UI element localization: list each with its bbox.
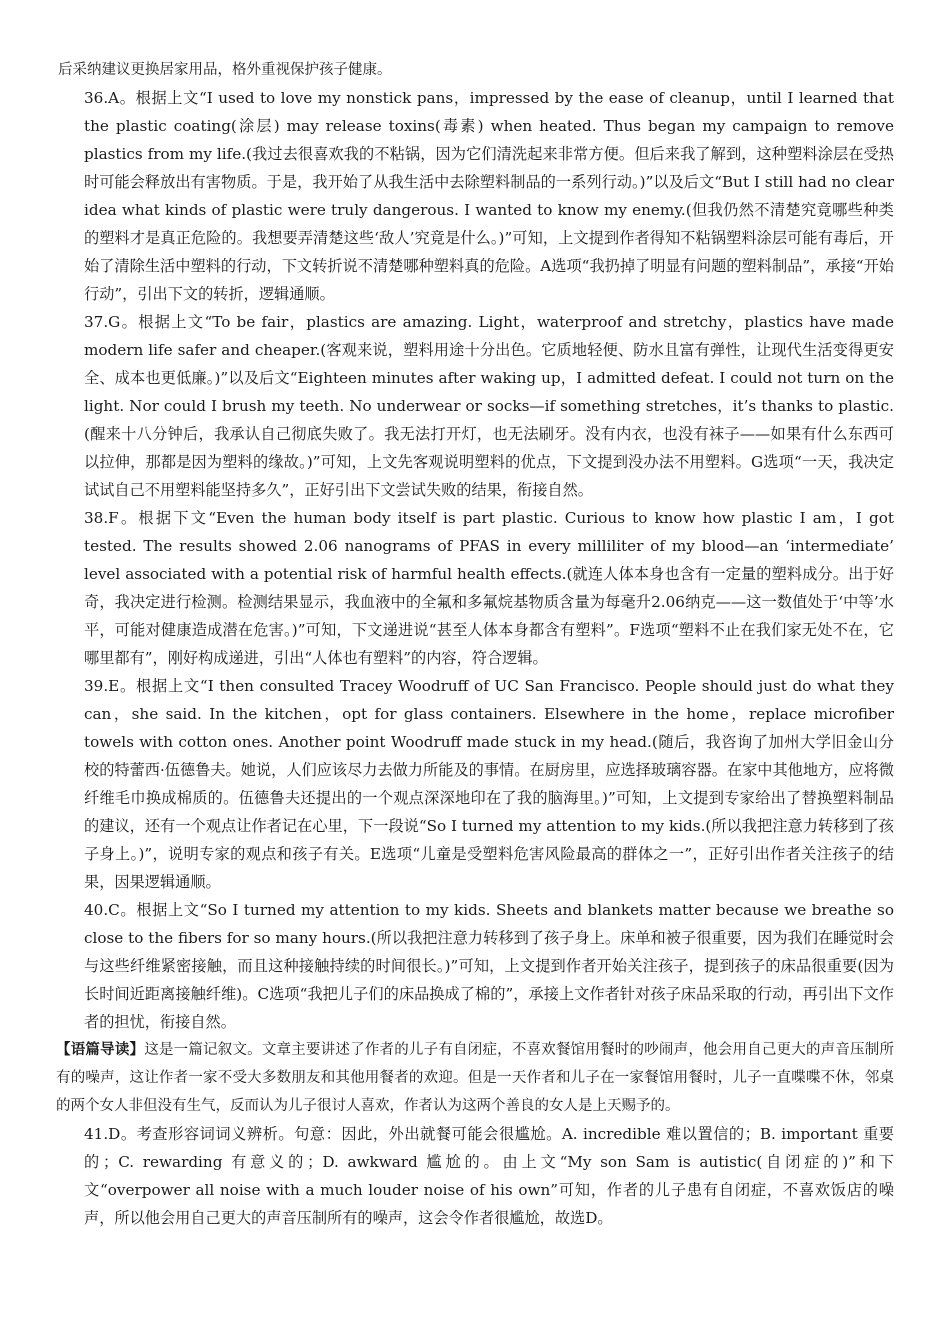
item-number: 36. [84,89,109,107]
intro-label: 【语篇导读】 [56,1042,145,1058]
item-text: 。根据上文“So I turned my attention to my kids. Sheets and blankets matter because we breathe so close to the fibers for so many hours.(所以我把注意力转移到了孩子身上。床单和被子很重要，因为我们在睡觉时会与这些纤维紧密接触，而且这种接触持续的时间很长。)”可知，上文提到作者开始关注孩子，提到孩子的床品很重要(因为长时间近距离接触纤维)。C选项“我把儿子们的床品换成了棉的”，承接上文作者针对孩子床品采取的行动，再引出下文作者的担忧，衔接自然。 [84,901,894,1031]
answer-item-38 [56,504,894,672]
item-number: 41. [84,1125,109,1143]
item-answer: A [108,89,120,107]
item-text: 。根据上文“I used to love my nonstick pans，impressed by the ease of cleanup，until I learned that the plastic coating(涂层) may release toxins(毒素) when heated. Thus began my campaign to remove plastics from my life.(我过去很喜欢我的不粘锅，因为它们清洗起来非常方便。但后来我了解到，这种塑料涂层在受热时可能会释放出有害物质。于是，我开始了从我生活中去除塑料制品的一系列行动。)”以及后文“But I still had no clear idea what kinds of plastic were truly dangerous. I wanted to know my enemy.(但我仍然不清楚究竟哪些种类的塑料才是真正危险的。我想要弄清楚这些‘敌人’究竟是什么。)”可知，上文提到作者得知不粘锅塑料涂层可能有毒后，开始了清除生活中塑料的行动，下文转折说不清楚哪种塑料真的危险。A选项“我扔掉了明显有问题的塑料制品”，承接“开始行动”，引出下文的转折，逻辑通顺。 [84,89,894,303]
answer-item-37 [56,308,894,504]
item-answer: D [108,1125,121,1143]
item-answer: E [108,677,120,695]
answer-item-40 [56,896,894,1036]
item-number: 40. [84,901,109,919]
item-text: 。根据上文“I then consulted Tracey Woodruff of UC San Francisco. People should just do what they can，she said. In the kitchen，opt for glass containers. Elsewhere in the home，replace microfiber towels with cotton ones. Another point Woodruff made stuck in my head.(随后，我咨询了加州大学旧金山分校的特蕾西·伍德鲁夫。她说，人们应该尽力去做力所能及的事情。在厨房里，应选择玻璃容器。在家中其他地方，应将微纤维毛巾换成棉质的。伍德鲁夫还提出的一个观点深深地印在了我的脑海里。)”可知，上文提到专家给出了替换塑料制品的建议，还有一个观点让作者记在心里，下一段说“So I turned my attention to my kids.(所以我把注意力转移到了孩子身上。)”，说明专家的观点和孩子有关。E选项“儿童是受塑料危害风险最高的群体之一”，正好引出作者关注孩子的结果，因果逻辑通顺。 [84,677,894,891]
lead-line: 后采纳建议更换居家用品，格外重视保护孩子健康。 [58,62,392,78]
item-answer: G [108,313,121,331]
intro-text: 这是一篇记叙文。文章主要讲述了作者的儿子有自闭症，不喜欢餐馆用餐时的吵闹声，他会用自己更大的声音压制所有的噪声，这让作者一家不受大多数朋友和其他用餐者的欢迎。但是一天作者和儿子在一家餐馆用餐时，儿子一直喋喋不休，邻桌的两个女人非但没有生气，反而认为儿子很讨人喜欢，作者认为这两个善良的女人是上天赐予的。 [56,1042,894,1114]
answer-item-41 [56,1120,894,1232]
item-number: 39. [84,677,109,695]
passage-intro [56,1036,894,1120]
item-number: 38. [84,509,109,527]
answer-item-36 [56,84,894,308]
item-text: 。考查形容词词义辨析。句意：因此，外出就餐可能会很尴尬。A. incredible 难以置信的；B. important 重要的；C. rewarding 有意义的；D. awkward 尴尬的。由上文“My son Sam is autistic(自闭症的)”和下文“overpower all noise with a much louder noise of his own”可知，作者的儿子患有自闭症，不喜欢饭店的噪声，所以他会用自己更大的声音压制所有的噪声，这会令作者很尴尬，故选D。 [84,1125,894,1227]
item-number: 37. [84,313,109,331]
item-answer: F [108,509,119,527]
item-answer: C [108,901,120,919]
answer-item-39 [56,672,894,896]
item-text: 。根据下文“Even the human body itself is part plastic. Curious to know how plastic I am，I got tested. The results showed 2.06 nanograms of PFAS in every milliliter of my blood—an ‘intermediate’ level associated with a potential risk of harmful health effects.(就连人体本身也含有一定量的塑料成分。出于好奇，我决定进行检测。检测结果显示，我血液中的全氟和多氟烷基物质含量为每毫升2.06纳克——这一数值处于‘中等’水平，可能对健康造成潜在危害。)”可知，下文递进说“甚至人体本身都含有塑料”。F选项“塑料不止在我们家无处不在，它哪里都有”，刚好构成递进，引出“人体也有塑料”的内容，符合逻辑。 [84,509,894,667]
item-text: 。根据上文“To be fair，plastics are amazing. Light，waterproof and stretchy，plastics have made modern life safer and cheaper.(客观来说，塑料用途十分出色。它质地轻便、防水且富有弹性，让现代生活变得更安全、成本也更低廉。)”以及后文“Eighteen minutes after waking up，I admitted defeat. I could not turn on the light. Nor could I brush my teeth. No underwear or socks—if something stretches，it’s thanks to plastic.(醒来十八分钟后，我承认自己彻底失败了。我无法打开灯，也无法刷牙。没有内衣，也没有袜子——如果有什么东西可以拉伸，那都是因为塑料的缘故。)”可知，上文先客观说明塑料的优点，下文提到没办法不用塑料。G选项“一天，我决定试试自己不用塑料能坚持多久”，正好引出下文尝试失败的结果，衔接自然。 [84,313,894,499]
